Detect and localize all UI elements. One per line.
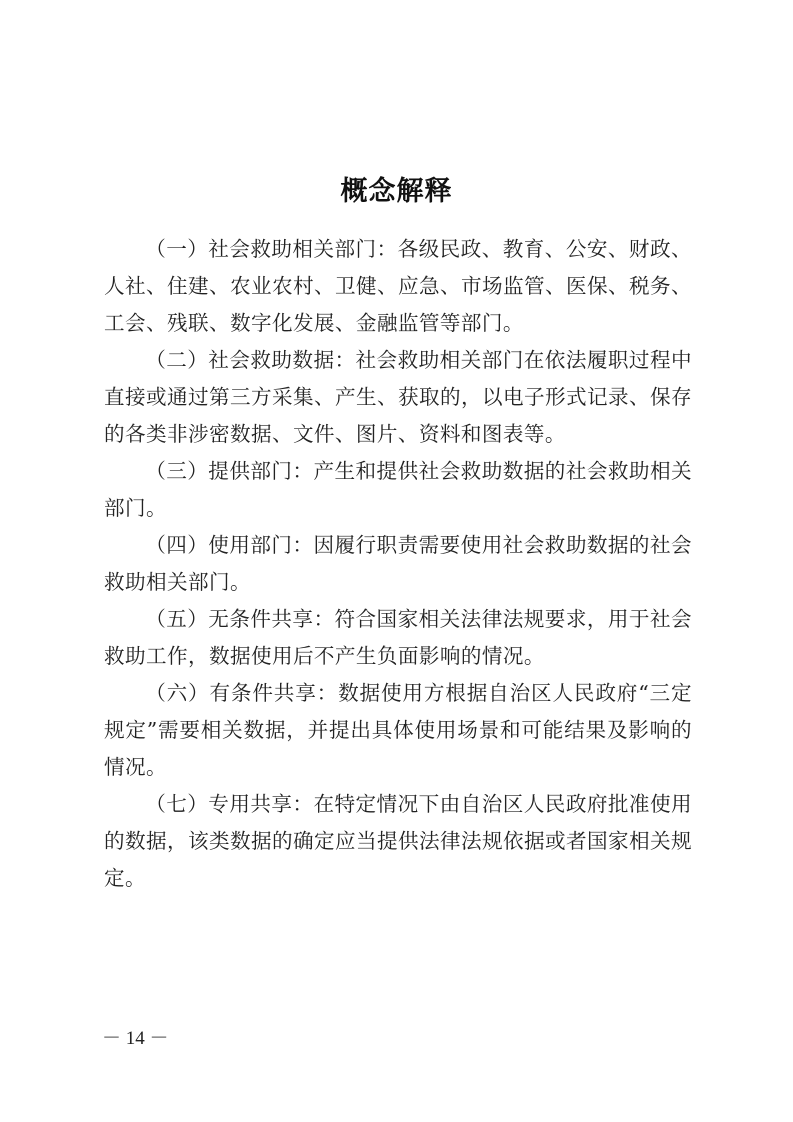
definition-paragraph-3: （三）提供部门：产生和提供社会救助数据的社会救助相关部门。 [104,459,692,520]
definition-paragraph-2: （二）社会救助数据：社会救助相关部门在依法履职过程中直接或通过第三方采集、产生、获取的，以电子形式记录、保存的各类非涉密数据、文件、图片、资料和图表等。 [104,348,692,446]
definition-paragraph-5: （五）无条件共享：符合国家相关法律法规要求，用于社会救助工作，数据使用后不产生负面影响的情况。 [104,607,692,668]
definition-paragraph-7: （七）专用共享：在特定情况下由自治区人民政府批准使用的数据，该类数据的确定应当提供法律法规依据或者国家相关规定。 [104,792,692,890]
page-title: 概念解释 [340,176,453,208]
page-number: － 14 － [102,1028,169,1049]
document-body [104,231,692,897]
definition-paragraph-1: （一）社会救助相关部门：各级民政、教育、公安、财政、人社、住建、农业农村、卫健、应急、市场监管、医保、税务、工会、残联、数字化发展、金融监管等部门。 [104,237,692,335]
definition-paragraph-4: （四）使用部门：因履行职责需要使用社会救助数据的社会救助相关部门。 [104,533,692,594]
definition-paragraph-6: （六）有条件共享：数据使用方根据自治区人民政府“三定规定”需要相关数据，并提出具体使用场景和可能结果及影响的情况。 [104,681,692,779]
